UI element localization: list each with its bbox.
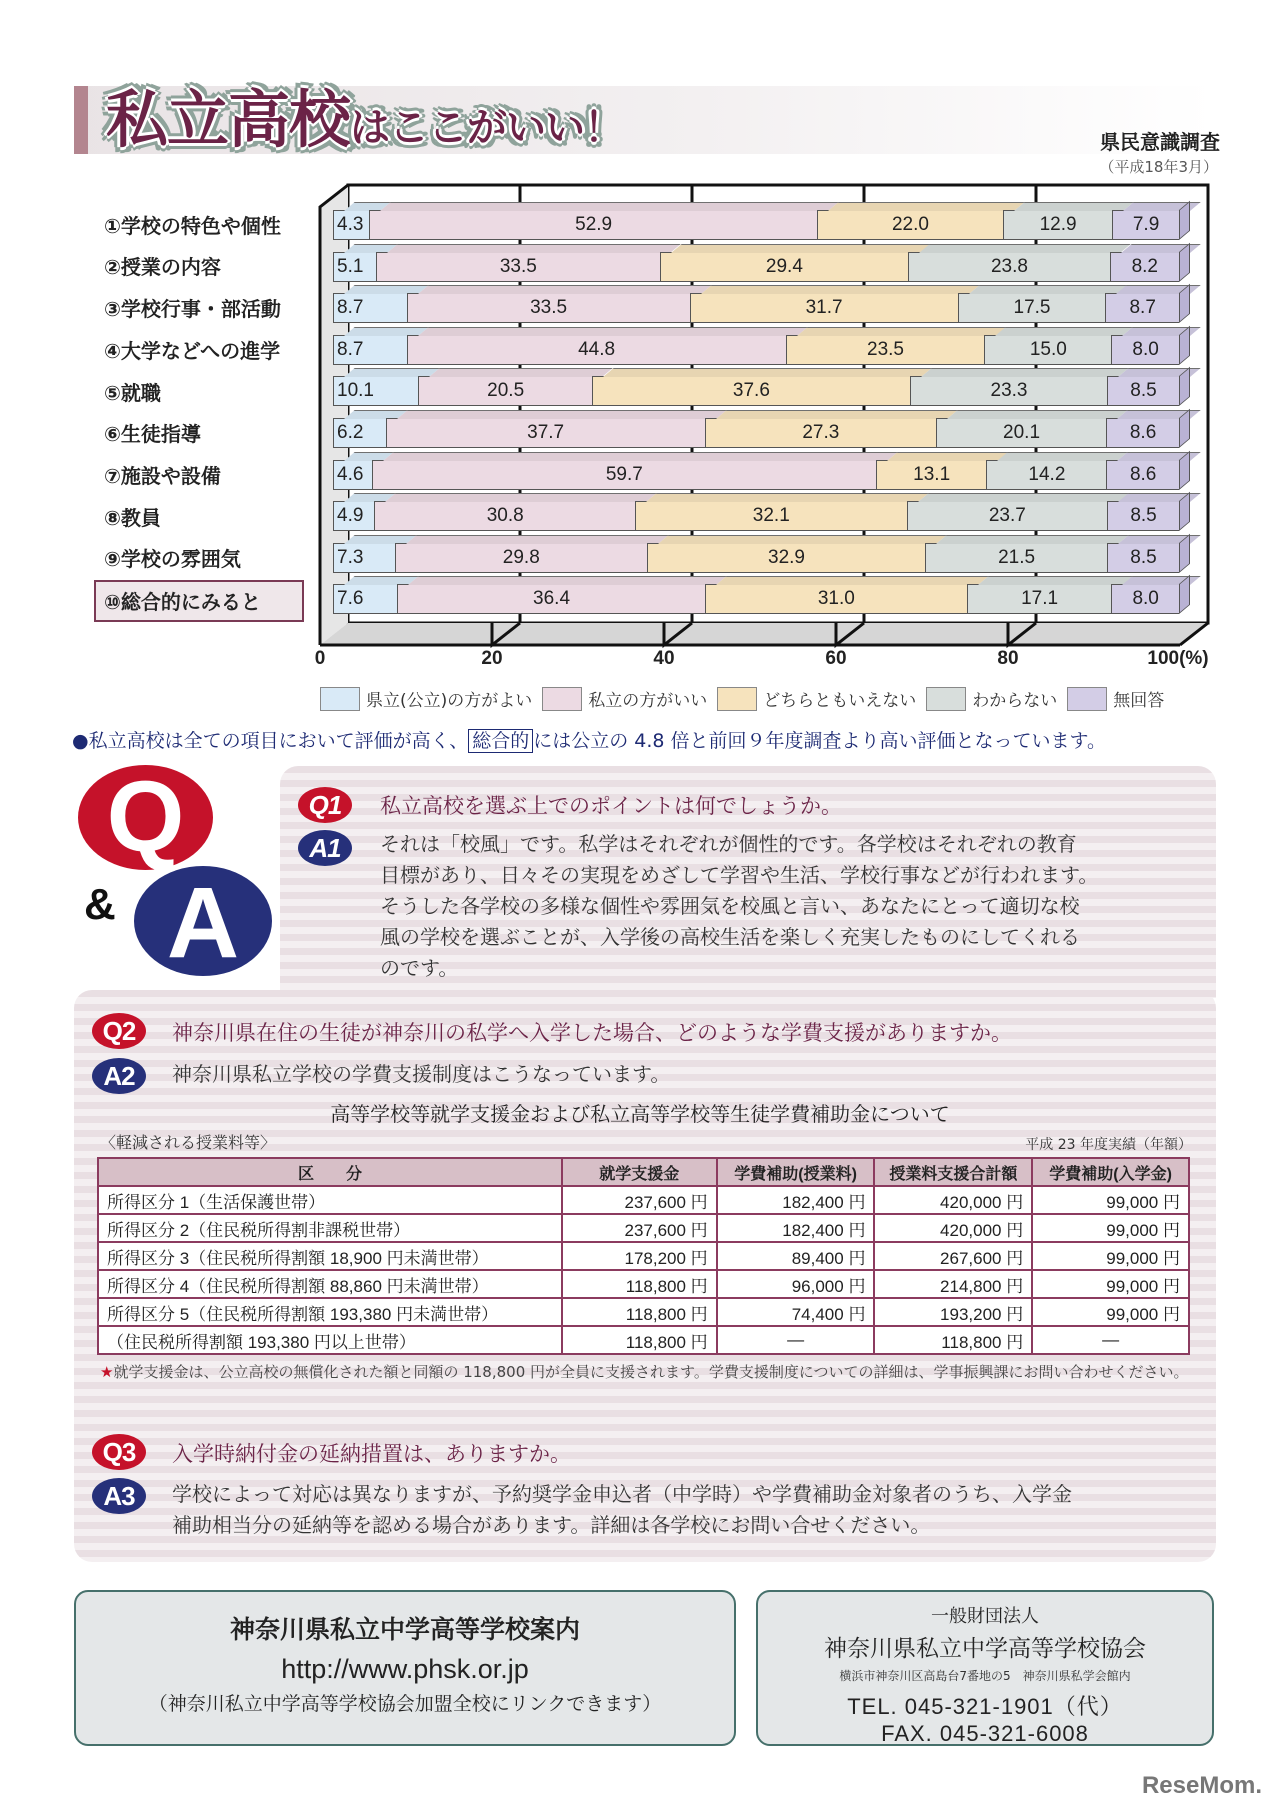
chart-bar-segment: 17.5 <box>958 293 1106 323</box>
qa-logo-a-icon: A <box>134 866 272 976</box>
chart-bar-row <box>333 460 1179 490</box>
chart-bar-segment: 32.9 <box>647 543 925 573</box>
table-row <box>98 1214 1189 1242</box>
aid-table-footnote <box>100 1362 1190 1382</box>
table-cell: 193,200 円 <box>874 1298 1032 1326</box>
chart-bar-segment: 29.8 <box>395 543 647 573</box>
table-cell: 267,600 円 <box>874 1242 1032 1270</box>
chart-bar-segment: 17.1 <box>967 584 1112 614</box>
chart-bar-segment: 8.5 <box>1107 501 1179 531</box>
chart-bar-segment: 4.3 <box>333 210 369 240</box>
chart-bar-segment: 13.1 <box>876 460 987 490</box>
legend-swatch <box>717 687 757 711</box>
chart-bar-segment: 4.6 <box>333 460 372 490</box>
chart-bar-segment: 10.1 <box>333 376 418 406</box>
association-fax: FAX. 045-321-6008 <box>881 1721 1089 1746</box>
q2-question: 神奈川県在住の生徒が神奈川の私学へ入学した場合、どのような学費支援がありますか。 <box>172 1021 1012 1045</box>
a2-badge-icon: A2 <box>92 1058 146 1094</box>
aid-table-footnote-text: 就学支援金は、公立高校の無償化された額と同額の 118,800 円が全員に支援されます。学費支援制度についての詳細は、学事振興課にお問い合わせください。 <box>113 1363 1189 1381</box>
chart-bar-segment: 4.9 <box>333 501 374 531</box>
aid-table-subtitle-right: 平成 23 年度実績（年額） <box>1025 1137 1192 1153</box>
chart-bar-segment: 6.2 <box>333 418 386 448</box>
a3-badge-icon: A3 <box>92 1478 146 1514</box>
table-cell: 420,000 円 <box>874 1186 1032 1214</box>
chart-bar-segment: 8.6 <box>1106 460 1179 490</box>
chart-row-label: ①学校の特色や個性 <box>104 214 281 238</box>
chart-bar-segment: 12.9 <box>1003 210 1112 240</box>
a1-answer <box>380 829 1098 984</box>
table-cell: 118,800 円 <box>562 1270 717 1298</box>
table-row <box>98 1242 1189 1270</box>
chart-bar-segment: 31.7 <box>690 293 958 323</box>
chart-bar-segment: 23.8 <box>908 252 1109 282</box>
chart-bar-segment: 37.7 <box>386 418 705 448</box>
chart-bar-row <box>333 293 1179 323</box>
table-cell: 118,800 円 <box>562 1298 717 1326</box>
x-axis-tick: 40 <box>653 648 675 669</box>
legend-swatch <box>1067 687 1107 711</box>
a1-answer-line: のです。 <box>380 956 459 980</box>
chart-bar-segment: 8.0 <box>1111 584 1179 614</box>
chart-legend <box>320 686 1174 711</box>
aid-table-title: 高等学校等就学支援金および私立高等学校等生徒学費補助金について <box>330 1102 950 1126</box>
q1-question: 私立高校を選ぶ上でのポイントは何でしょうか。 <box>380 794 842 818</box>
chart-bar-segment: 8.7 <box>1105 293 1179 323</box>
x-axis-tick: 60 <box>825 648 847 669</box>
table-cell: 420,000 円 <box>874 1214 1032 1242</box>
x-axis-tick: 20 <box>481 648 503 669</box>
legend-item <box>542 686 707 711</box>
chart-row-label: ⑦施設や設備 <box>104 464 221 488</box>
chart-bar-segment: 8.7 <box>333 335 407 365</box>
legend-label: 私立の方がいい <box>588 691 708 711</box>
association-address: 横浜市神奈川区高島台7番地の5 神奈川県私学会館内 <box>839 1669 1131 1683</box>
chart-bar-segment: 8.0 <box>1111 335 1179 365</box>
chart-bar-segment: 30.8 <box>374 501 635 531</box>
q1-badge-icon: Q1 <box>298 787 352 823</box>
page-title-sub: はここがいい！ <box>350 105 624 151</box>
legend-label: わからない <box>972 691 1058 711</box>
legend-item <box>926 686 1057 711</box>
survey-date: （平成18年3月） <box>1099 158 1218 176</box>
chart-bar-row <box>333 335 1179 365</box>
column-header: 就学支援金 <box>562 1158 717 1186</box>
chart-bar-segment: 33.5 <box>376 252 659 282</box>
legend-swatch <box>926 687 966 711</box>
x-axis-tick: 0 <box>314 648 326 669</box>
page-title <box>106 84 623 164</box>
chart-bar-segment: 44.8 <box>407 335 786 365</box>
table-row <box>98 1326 1189 1354</box>
column-header: 授業料支援合計額 <box>874 1158 1032 1186</box>
chart-bar-segment: 29.4 <box>660 252 909 282</box>
chart-bar-segment: 37.6 <box>592 376 910 406</box>
aid-table-header-row <box>98 1158 1189 1186</box>
school-guide-url-link[interactable]: http://www.phsk.or.jp <box>281 1654 529 1684</box>
table-cell: 178,200 円 <box>562 1242 717 1270</box>
chart-bar-row <box>333 543 1179 573</box>
a3-answer-line: 学校によって対応は異なりますが、予約奨学金申込者（中学時）や学費補助金対象者のうち、入学金 <box>172 1482 1072 1506</box>
chart-bar-segment: 33.5 <box>407 293 690 323</box>
table-row <box>98 1270 1189 1298</box>
table-cell: 所得区分 2（住民税所得割非課税世帯） <box>98 1214 562 1242</box>
table-cell: 所得区分 5（住民税所得割額 193,380 円未満世帯） <box>98 1298 562 1326</box>
chart-bar-segment: 15.0 <box>984 335 1111 365</box>
table-cell: 99,000 円 <box>1032 1298 1189 1326</box>
school-guide-note: （神奈川私立中学高等学校協会加盟全校にリンクできます） <box>148 1693 662 1715</box>
title-accent-bar <box>74 86 88 154</box>
chart-bar-segment: 8.5 <box>1107 376 1179 406</box>
q3-question: 入学時納付金の延納措置は、ありますか。 <box>172 1442 571 1466</box>
q3-badge-icon: Q3 <box>92 1434 146 1470</box>
column-header: 学費補助(授業料) <box>717 1158 875 1186</box>
chart-bar-segment: 31.0 <box>705 584 967 614</box>
chart-bar-segment: 5.1 <box>333 252 376 282</box>
legend-item <box>1067 686 1164 711</box>
summary-note-suffix: には公立の 4.8 倍と前回９年度調査より高い評価となっています。 <box>533 730 1106 752</box>
legend-swatch <box>542 687 582 711</box>
chart-bar-segment: 59.7 <box>372 460 876 490</box>
table-cell: 214,800 円 <box>874 1270 1032 1298</box>
chart-bar-segment: 32.1 <box>635 501 907 531</box>
x-axis-tick: 80 <box>997 648 1019 669</box>
a3-answer <box>172 1479 1072 1541</box>
table-cell: 99,000 円 <box>1032 1270 1189 1298</box>
legend-swatch <box>320 687 360 711</box>
school-guide-box <box>74 1590 736 1746</box>
chart-bar-segment: 22.0 <box>817 210 1003 240</box>
table-row <box>98 1186 1189 1214</box>
table-cell: 182,400 円 <box>717 1186 875 1214</box>
survey-title: 県民意識調査 <box>1100 130 1220 154</box>
legend-item <box>717 686 916 711</box>
summary-note-highlight: 総合的 <box>468 729 533 753</box>
chart-row-label: ⑤就職 <box>104 381 161 405</box>
table-cell: — <box>1032 1326 1189 1354</box>
legend-label: 県立(公立)の方がよい <box>366 691 533 711</box>
association-type: 一般財団法人 <box>931 1606 1039 1627</box>
chart-row-label: ②授業の内容 <box>104 255 221 279</box>
legend-label: 無回答 <box>1113 691 1165 711</box>
table-cell: 237,600 円 <box>562 1186 717 1214</box>
table-cell: 118,800 円 <box>562 1326 717 1354</box>
chart-bar-segment: 20.5 <box>418 376 591 406</box>
column-header: 区 分 <box>98 1158 562 1186</box>
chart-bar-segment: 23.3 <box>910 376 1107 406</box>
school-guide-title: 神奈川県私立中学高等学校案内 <box>229 1615 580 1644</box>
qa-logo-ampersand: & <box>84 880 116 929</box>
chart-bar-row <box>333 376 1179 406</box>
resemom-watermark-logo: ReseMom. <box>1141 1772 1262 1799</box>
a1-answer-line: 風の学校を選ぶことが、入学後の高校生活を楽しく充実したものにしてくれる <box>380 925 1080 949</box>
legend-label: どちらともいえない <box>763 691 917 711</box>
chart-row-label: ③学校行事・部活動 <box>104 297 281 321</box>
table-cell: 237,600 円 <box>562 1214 717 1242</box>
chart-bar-segment: 7.9 <box>1112 210 1179 240</box>
chart-bar-row <box>333 501 1179 531</box>
table-row <box>98 1298 1189 1326</box>
chart-row-label: ⑧教員 <box>104 506 161 530</box>
table-cell: （住民税所得割額 193,380 円以上世帯） <box>98 1326 562 1354</box>
table-cell: 96,000 円 <box>717 1270 875 1298</box>
a1-badge-icon: A1 <box>298 830 352 866</box>
chart-bar-segment: 8.5 <box>1107 543 1179 573</box>
chart-row-label: ④大学などへの進学 <box>104 339 281 363</box>
table-cell: 所得区分 1（生活保護世帯） <box>98 1186 562 1214</box>
a2-answer: 神奈川県私立学校の学費支援制度はこうなっています。 <box>172 1062 671 1086</box>
star-icon: ★ <box>100 1363 114 1381</box>
chart-bar-row <box>333 210 1179 240</box>
column-header: 学費補助(入学金) <box>1032 1158 1189 1186</box>
chart-bar-segment: 7.3 <box>333 543 395 573</box>
chart-bar-segment: 36.4 <box>397 584 705 614</box>
chart-bar-segment: 52.9 <box>369 210 817 240</box>
summary-note-prefix: ●私立高校は全ての項目において評価が高く、 <box>72 730 469 752</box>
table-cell: 182,400 円 <box>717 1214 875 1242</box>
chart-bar-segment: 21.5 <box>925 543 1107 573</box>
a1-answer-line: 目標があり、日々その実現をめざして学習や生活、学校行事などが行われます。 <box>380 863 1099 887</box>
table-cell: 118,800 円 <box>874 1326 1032 1354</box>
table-cell: 99,000 円 <box>1032 1214 1189 1242</box>
chart-row-label: ⑨学校の雰囲気 <box>104 547 241 571</box>
chart-bar-segment: 7.6 <box>333 584 397 614</box>
a1-answer-line: それは「校風」です。私学はそれぞれが個性的です。各学校はそれぞれの教育 <box>380 832 1077 856</box>
chart-row-label-highlighted: ⑩総合的にみると <box>94 580 304 622</box>
legend-item <box>320 686 532 711</box>
chart-bar-row <box>333 584 1179 614</box>
chart-bar-segment: 8.7 <box>333 293 407 323</box>
chart-row-label: ⑥生徒指導 <box>104 422 201 446</box>
a1-answer-line: そうした各学校の多様な個性や雰囲気を校風と言い、あなたにとって適切な校 <box>380 894 1080 918</box>
a3-answer-line: 補助相当分の延納等を認める場合があります。詳細は各学校にお問い合せください。 <box>172 1513 931 1537</box>
chart-bar-row <box>333 418 1179 448</box>
x-axis-tick: 100(%) <box>1147 648 1209 669</box>
chart-bar-segment: 8.6 <box>1106 418 1179 448</box>
association-tel: TEL. 045-321-1901（代） <box>847 1694 1123 1719</box>
page-title-main: 私立高校 <box>106 83 351 156</box>
aid-table <box>97 1157 1190 1355</box>
summary-note <box>72 726 1106 753</box>
table-cell: 所得区分 3（住民税所得割額 18,900 円未満世帯） <box>98 1242 562 1270</box>
chart-bar-segment: 27.3 <box>705 418 936 448</box>
table-cell: 99,000 円 <box>1032 1186 1189 1214</box>
association-contact-box <box>756 1590 1214 1746</box>
chart-bar-row <box>333 252 1179 282</box>
table-cell: 99,000 円 <box>1032 1242 1189 1270</box>
q2-badge-icon: Q2 <box>92 1013 146 1049</box>
table-cell: 所得区分 4（住民税所得割額 88,860 円未満世帯） <box>98 1270 562 1298</box>
chart-bar-segment: 23.5 <box>786 335 985 365</box>
chart-bar-segment: 23.7 <box>907 501 1108 531</box>
table-cell: — <box>717 1326 875 1354</box>
table-cell: 74,400 円 <box>717 1298 875 1326</box>
aid-table-subtitle-left: 〈軽減される授業料等〉 <box>100 1133 277 1152</box>
chart-bar-segment: 20.1 <box>936 418 1106 448</box>
association-name: 神奈川県私立中学高等学校協会 <box>824 1636 1146 1662</box>
qa-logo-q-icon: Q <box>78 765 213 870</box>
chart-bar-segment: 14.2 <box>986 460 1106 490</box>
chart-bar-segment: 8.2 <box>1110 252 1179 282</box>
table-cell: 89,400 円 <box>717 1242 875 1270</box>
